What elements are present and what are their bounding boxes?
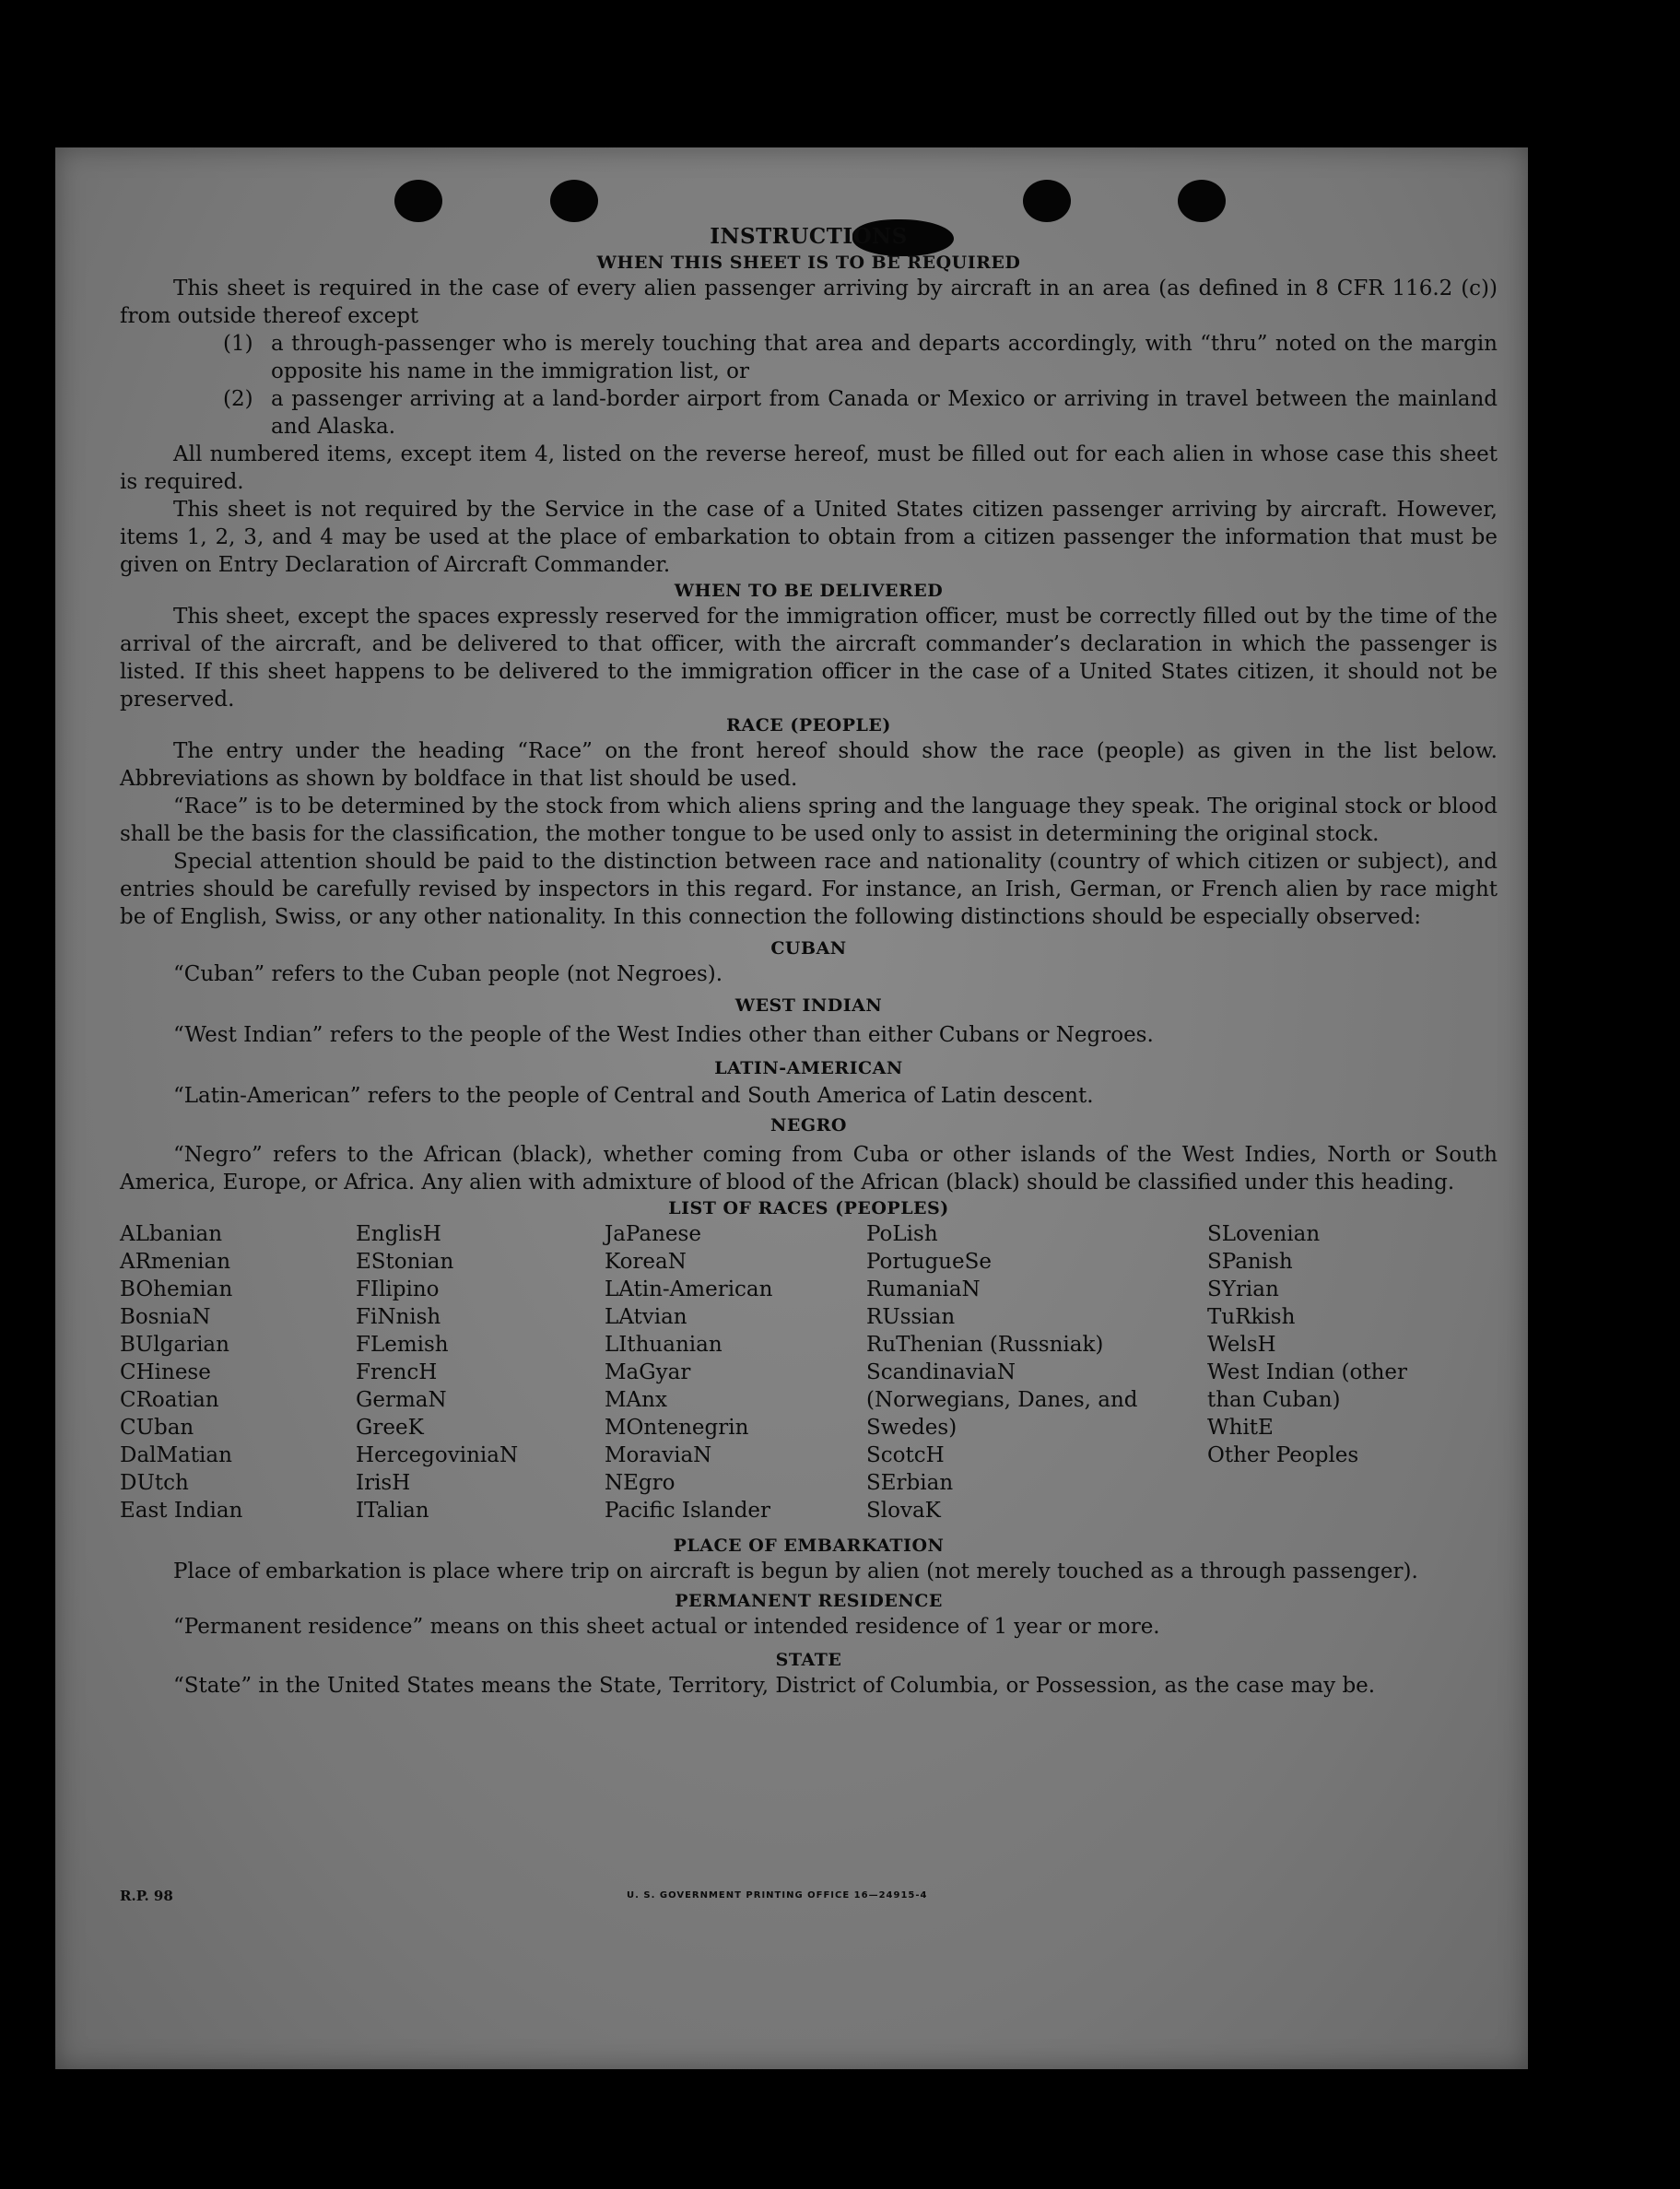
race-entry: TuRkish	[1207, 1305, 1296, 1329]
race-entry: SlovaK	[866, 1499, 941, 1523]
race-entry: CHinese	[120, 1360, 211, 1384]
document-sheet	[55, 147, 1528, 2069]
race-entry: SYrian	[1207, 1277, 1279, 1301]
race-entry: RumaniaN	[866, 1277, 981, 1301]
section-heading-negro: NEGRO	[770, 1115, 847, 1136]
race-entry: ITalian	[356, 1499, 429, 1523]
races-column	[866, 1220, 1207, 1524]
section-heading-when-delivered: WHEN TO BE DELIVERED	[674, 581, 944, 601]
paragraph: “West Indian” refers to the people of the West Indies other than either Cubans or Negroes.	[173, 1023, 1154, 1047]
item-number: (2)	[223, 387, 253, 411]
race-entry: West Indian (other than Cuban)	[1207, 1360, 1408, 1412]
section-heading-when-required: WHEN THIS SHEET IS TO BE REQUIRED	[596, 253, 1021, 273]
document-title: INSTRUCTIONS	[710, 224, 908, 249]
paragraph: All numbered items, except item 4, listed on the reverse hereof, must be filled out for each alien in whose case this sheet is required.	[120, 442, 1498, 494]
race-entry: NEgro	[605, 1471, 676, 1495]
race-entry: FiNnish	[356, 1305, 441, 1329]
punch-hole	[550, 180, 598, 222]
race-entry: MaGyar	[605, 1360, 691, 1384]
section-heading-state: STATE	[775, 1650, 842, 1670]
document-body	[120, 223, 1498, 1700]
item-number: (1)	[223, 332, 253, 356]
section-heading-races-list: LIST OF RACES (PEOPLES)	[668, 1198, 949, 1218]
section-heading-latin-american: LATIN-AMERICAN	[714, 1058, 903, 1078]
item-text: a passenger arriving at a land-border airport from Canada or Mexico or arriving in travel between the mainland and Alaska.	[271, 387, 1498, 439]
paragraph: “Cuban” refers to the Cuban people (not Negroes).	[173, 962, 723, 986]
race-entry: DUtch	[120, 1471, 189, 1495]
race-entry: FIlipino	[356, 1277, 440, 1301]
race-entry: IrisH	[356, 1471, 411, 1495]
race-entry: SPanish	[1207, 1250, 1293, 1274]
race-entry: EStonian	[356, 1250, 454, 1274]
races-column	[120, 1220, 356, 1524]
paragraph: “State” in the United States means the State, Territory, District of Columbia, or Possession, as the case may be.	[173, 1674, 1376, 1698]
race-entry: PoLish	[866, 1222, 938, 1246]
race-entry: BosniaN	[120, 1305, 211, 1329]
race-entry: DalMatian	[120, 1443, 232, 1467]
list-item	[223, 330, 1498, 385]
race-entry: PortugueSe	[866, 1250, 992, 1274]
race-entry: WelsH	[1207, 1333, 1276, 1357]
race-entry: East Indian	[120, 1499, 243, 1523]
race-entry: FLemish	[356, 1333, 449, 1357]
section-heading-residence: PERMANENT RESIDENCE	[675, 1591, 943, 1611]
paragraph: Place of embarkation is place where trip on aircraft is begun by alien (not merely touched as a through passenger).	[173, 1559, 1418, 1583]
races-column	[1207, 1220, 1498, 1524]
race-entry: FrencH	[356, 1360, 438, 1384]
paragraph: “Race” is to be determined by the stock from which aliens spring and the language they speak. The original stock or blood shall be the basis for the classification, the mother tongue to be used only to assist in determining the original stock.	[120, 794, 1498, 846]
race-entry: ARmenian	[120, 1250, 231, 1274]
race-entry: MoraviaN	[605, 1443, 712, 1467]
punch-hole	[1023, 180, 1071, 222]
race-entry: WhitE	[1207, 1416, 1274, 1440]
form-number: R.P. 98	[120, 1888, 173, 1904]
paragraph: “Permanent residence” means on this sheet actual or intended residence of 1 year or more.	[173, 1615, 1160, 1639]
section-heading-embarkation: PLACE OF EMBARKATION	[673, 1536, 945, 1556]
race-entry: SLovenian	[1207, 1222, 1321, 1246]
printer-imprint: U. S. GOVERNMENT PRINTING OFFICE 16—24915-4	[627, 1890, 928, 1901]
race-entry: KoreaN	[605, 1250, 687, 1274]
paragraph: This sheet is not required by the Service in the case of a United States citizen passenger arriving by aircraft. However, items 1, 2, 3, and 4 may be used at the place of embarkation to obtain from a citizen passenger the information that must be given on Entry Declaration of Aircraft Commander.	[120, 498, 1498, 577]
races-column	[605, 1220, 866, 1524]
race-entry: LAtin-American	[605, 1277, 773, 1301]
race-entry: ALbanian	[120, 1222, 223, 1246]
race-entry: GermaN	[356, 1388, 447, 1412]
race-entry: HercegoviniaN	[356, 1443, 519, 1467]
race-entry: RUssian	[866, 1305, 956, 1329]
race-entry: EnglisH	[356, 1222, 441, 1246]
race-entry: ScotcH	[866, 1443, 945, 1467]
section-heading-cuban: CUBAN	[770, 938, 847, 959]
race-entry: LIthuanian	[605, 1333, 723, 1357]
race-entry: CRoatian	[120, 1388, 219, 1412]
paragraph: “Latin-American” refers to the people of Central and South America of Latin descent.	[173, 1084, 1094, 1108]
race-entry: RuThenian (Russniak)	[866, 1333, 1104, 1357]
paragraph: This sheet, except the spaces expressly reserved for the immigration officer, must be correctly filled out by the time of the arrival of the aircraft, and be delivered to that officer, with the aircraft commander’s declaration in which the passenger is listed. If this sheet happens to be delivered to the immigration officer in the case of a United States citizen, it should not be preserved.	[120, 605, 1498, 712]
races-list	[120, 1220, 1498, 1524]
race-entry: BOhemian	[120, 1277, 233, 1301]
race-entry: BUlgarian	[120, 1333, 229, 1357]
race-entry: Other Peoples	[1207, 1443, 1359, 1467]
paragraph: The entry under the heading “Race” on the front hereof should show the race (people) as given in the list below. Abbreviations as shown by boldface in that list should be used.	[120, 739, 1498, 791]
paragraph: This sheet is required in the case of every alien passenger arriving by aircraft in an area (as defined in 8 CFR 116.2 (c)) from outside thereof except	[120, 277, 1498, 328]
item-text: a through-passenger who is merely touching that area and departs accordingly, with “thru” noted on the margin opposite his name in the immigration list, or	[271, 332, 1498, 383]
race-entry: Pacific Islander	[605, 1499, 771, 1523]
race-entry: MOntenegrin	[605, 1416, 749, 1440]
race-entry: LAtvian	[605, 1305, 687, 1329]
section-heading-race: RACE (PEOPLE)	[726, 715, 891, 736]
punch-hole	[394, 180, 442, 222]
races-column	[356, 1220, 605, 1524]
race-entry: GreeK	[356, 1416, 424, 1440]
paragraph: Special attention should be paid to the distinction between race and nationality (country of which citizen or subject), and entries should be carefully revised by inspectors in this regard. For instance, an Irish, German, or French alien by race might be of English, Swiss, or any other nationality. In this connection the following distinctions should be especially observed:	[120, 850, 1498, 929]
race-entry: CUban	[120, 1416, 194, 1440]
section-heading-west-indian: WEST INDIAN	[734, 995, 883, 1016]
paragraph: “Negro” refers to the African (black), whether coming from Cuba or other islands of the West Indies, North or South America, Europe, or Africa. Any alien with admixture of blood of the African (black) should be classified under this heading.	[120, 1143, 1498, 1195]
race-entry: MAnx	[605, 1388, 667, 1412]
race-entry: ScandinaviaN (Norwegians, Danes, and Swedes)	[866, 1360, 1138, 1440]
punch-hole	[1178, 180, 1226, 222]
race-entry: SErbian	[866, 1471, 954, 1495]
list-item	[223, 385, 1498, 441]
race-entry: JaPanese	[605, 1222, 701, 1246]
